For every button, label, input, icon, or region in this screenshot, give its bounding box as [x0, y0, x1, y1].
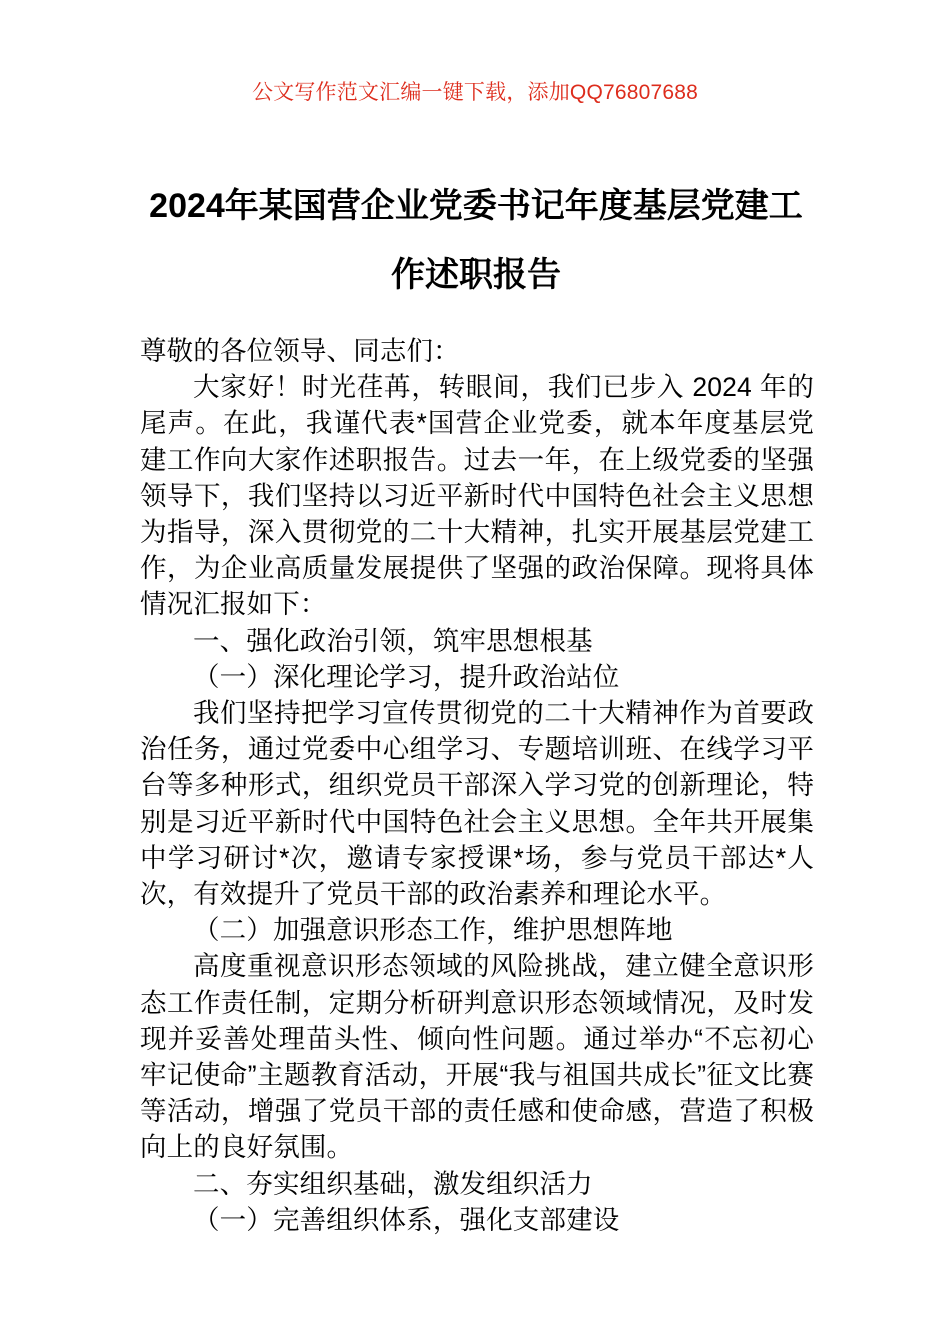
body-paragraph: 大家好！时光荏苒，转眼间，我们已步入 2024 年的尾声。在此，我谨代表*国营企业党委，就本年度基层党建工作向大家作述职报告。过去一年，在上级党委的坚强领导下，我们坚持以习近平新时代中国特色社会主义思想为指导，深入贯彻党的二十大精神，扎实开展基层党建工作，为企业高质量发展提供了坚强的政治保障。现将具体情况汇报如下： [140, 372, 814, 620]
body-paragraph: 我们坚持把学习宣传贯彻党的二十大精神作为首要政治任务，通过党委中心组学习、专题培训班、在线学习平台等多种形式，组织党员干部深入学习党的创新理论，特别是习近平新时代中国特色社会主义思想。全年共开展集中学习研讨*次，邀请专家授课*场，参与党员干部达*人次，有效提升了党员干部的政治素养和理论水平。 [140, 698, 814, 910]
paragraph-list [140, 369, 814, 1238]
document-body [140, 333, 814, 1238]
section-heading: 一、强化政治引领，筑牢思想根基 [193, 625, 593, 656]
section-heading: （一）完善组织体系，强化支部建设 [193, 1204, 620, 1235]
promo-banner-text: 公文写作范文汇编一键下载，添加QQ76807688 [251, 81, 699, 104]
body-paragraph: 高度重视意识形态领域的风险挑战，建立健全意识形态工作责任制，定期分析研判意识形态领域情况，及时发现并妥善处理苗头性、倾向性问题。通过举办“不忘初心牢记使命”主题教育活动，开展“我与祖国共成长”征文比赛等活动，增强了党员干部的责任感和使命感，营造了积极向上的良好氛围。 [140, 951, 814, 1163]
page-title: 2024年某国营企业党委书记年度基层党建工作述职报告 [149, 187, 803, 294]
section-heading: 二、夯实组织基础，激发组织活力 [193, 1168, 593, 1199]
promo-banner [0, 80, 950, 105]
section-heading: （一）深化理论学习，提升政治站位 [193, 661, 620, 692]
section-heading: （二）加强意识形态工作，维护思想阵地 [193, 915, 673, 946]
salutation: 尊敬的各位领导、同志们： [140, 336, 460, 366]
